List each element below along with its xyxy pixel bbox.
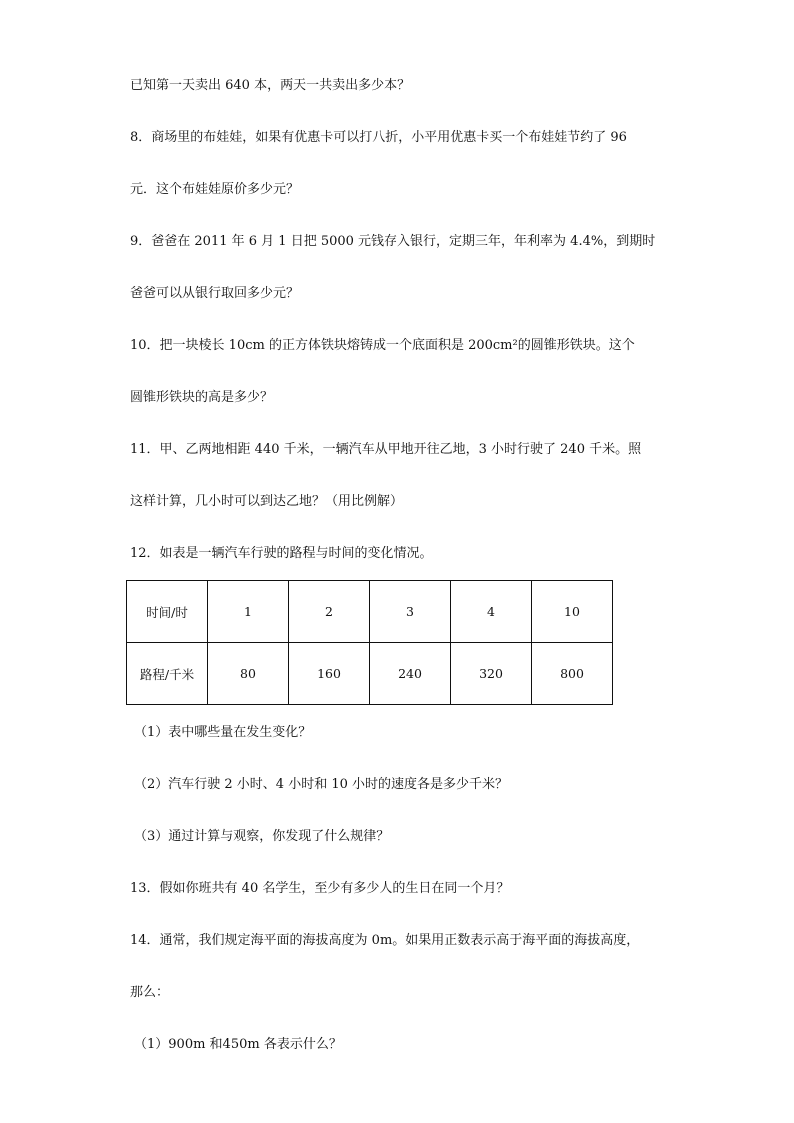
- table-cell: 160: [289, 643, 370, 705]
- table-cell: 2: [289, 581, 370, 643]
- q12-sub-3: （3）通过计算与观察，你发现了什么规律？: [134, 829, 390, 844]
- q12-sub-1: （1）表中哪些量在发生变化？: [134, 725, 312, 740]
- table-cell: 3: [370, 581, 451, 643]
- q9-line-2: 爸爸可以从银行取回多少元？: [130, 286, 300, 301]
- q10-line-2: 圆锥形铁块的高是多少？: [130, 390, 274, 405]
- table-cell: 1: [208, 581, 289, 643]
- table-header-cell: 路程/千米: [127, 643, 208, 705]
- table-cell: 80: [208, 643, 289, 705]
- q14-line-1: 14．通常，我们规定海平面的海拔高度为 0m。如果用正数表示高于海平面的海拔高度，: [130, 933, 640, 948]
- q8-line-1: 8．商场里的布娃娃，如果有优惠卡可以打八折，小平用优惠卡买一个布娃娃节约了 96: [130, 130, 627, 145]
- table-cell: 4: [451, 581, 532, 643]
- table-cell: 800: [532, 643, 613, 705]
- q9-line-1: 9．爸爸在 2011 年 6 月 1 日把 5000 元钱存入银行，定期三年，年利率为 4.4%，到期时: [130, 234, 656, 249]
- table-cell: 320: [451, 643, 532, 705]
- q8-line-2: 元．这个布娃娃原价多少元？: [130, 182, 300, 197]
- table-row: [127, 581, 613, 643]
- q12-sub-2: （2）汽车行驶 2 小时、4 小时和 10 小时的速度各是多少千米？: [134, 777, 509, 792]
- table-header-cell: 时间/时: [127, 581, 208, 643]
- q14-line-2: 那么：: [130, 985, 170, 1000]
- table-cell: 240: [370, 643, 451, 705]
- q7-continuation-line: 已知第一天卖出 640 本，两天一共卖出多少本？: [130, 78, 411, 93]
- q10-line-1: 10．把一块棱长 10cm 的正方体铁块熔铸成一个底面积是 200cm²的圆锥形铁块。这个: [130, 338, 635, 353]
- q11-line-1: 11．甲、乙两地相距 440 千米，一辆汽车从甲地开往乙地，3 小时行驶了 240 千米。照: [130, 442, 642, 457]
- table-cell: 10: [532, 581, 613, 643]
- q12-line: 12．如表是一辆汽车行驶的路程与时间的变化情况。: [130, 546, 433, 561]
- time-distance-table: [126, 580, 613, 705]
- q14-sub-1: （1）900m 和450m 各表示什么？: [134, 1037, 342, 1052]
- q11-line-2: 这样计算，几小时可以到达乙地？（用比例解）: [130, 494, 404, 509]
- table-row: [127, 643, 613, 705]
- q13-line: 13．假如你班共有 40 名学生，至少有多少人的生日在同一个月？: [130, 881, 510, 896]
